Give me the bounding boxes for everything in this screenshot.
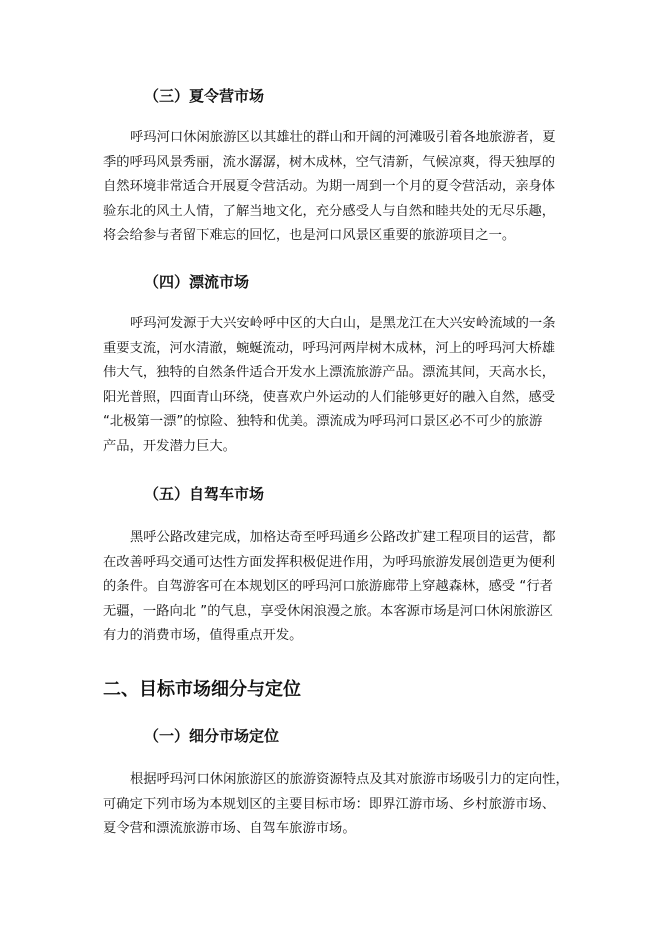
text-line: 自然环境非常适合开展夏令营活动。为期一周到一个月的夏令营活动，亲身体 bbox=[103, 179, 556, 195]
paragraph-rafting bbox=[103, 312, 565, 460]
text-line: 验东北的风土人情，了解当地文化，充分感受人与自然和睦共处的无尽乐趣， bbox=[103, 203, 556, 219]
text-line: 阳光普照，四面青山环绕，使喜欢户外运动的人们能够更好的融入自然，感受 bbox=[103, 389, 556, 405]
text-line: 夏令营和漂流旅游市场、自驾车旅游市场。 bbox=[103, 821, 356, 837]
text-line: 呼玛河发源于大兴安岭呼中区的大白山，是黑龙江在大兴安岭流域的一条 bbox=[130, 316, 556, 331]
heading-segment-positioning: （一）细分市场定位 bbox=[144, 727, 280, 745]
heading-summer-camp-market: （三）夏令营市场 bbox=[144, 87, 265, 105]
text-line: 有力的消费市场，值得重点开发。 bbox=[103, 628, 303, 644]
text-line: 重要支流，河水清澈，蜿蜒流动，呼玛河两岸树木成林，河上的呼玛河大桥雄 bbox=[103, 340, 556, 356]
heading-rafting-market: （四）漂流市场 bbox=[144, 273, 250, 291]
text-line: 产品，开发潜力巨大。 bbox=[103, 438, 236, 454]
text-line: 伟大气，独特的自然条件适合开发水上漂流旅游产品。漂流其间，天高水长， bbox=[103, 365, 556, 381]
paragraph-summer-camp bbox=[103, 126, 565, 249]
text-line: 将会给参与者留下难忘的回忆，也是河口风景区重要的旅游项目之一。 bbox=[103, 228, 516, 244]
paragraph-segment-positioning bbox=[103, 768, 569, 842]
text-line: 可确定下列市场为本规划区的主要目标市场：即界江游市场、乡村旅游市场、 bbox=[103, 796, 556, 812]
text-line: 季的呼玛风景秀丽，流水潺潺，树木成林，空气清新，气候凉爽，得天独厚的 bbox=[103, 154, 556, 170]
text-line: 呼玛河口休闲旅游区以其雄壮的群山和开阔的河滩吸引着各地旅游者，夏 bbox=[130, 130, 556, 145]
heading-self-drive-market: （五）自驾车市场 bbox=[144, 485, 265, 503]
text-line: 黑呼公路改建完成，加格达奇至呼玛通乡公路改扩建工程项目的运营，都 bbox=[130, 530, 556, 545]
text-line: 根据呼玛河口休闲旅游区的旅游资源特点及其对旅游市场吸引力的定向性， bbox=[130, 772, 569, 787]
text-line: 在改善呼玛交通可达性方面发挥积极促进作用，为呼玛旅游发展创造更为便利 bbox=[103, 554, 556, 570]
text-line: “北极第一漂”的惊险、独特和优美。漂流成为呼玛河口景区必不可少的旅游 bbox=[103, 414, 543, 430]
text-line: 的条件。自驾游客可在本规划区的呼玛河口旅游廊带上穿越森林，感受 “行者 bbox=[103, 579, 553, 595]
paragraph-self-drive bbox=[103, 526, 565, 649]
heading-target-market-segmentation: 二、目标市场细分与定位 bbox=[103, 679, 301, 700]
text-line: 无疆，一路向北 ”的气息，享受休闲浪漫之旅。本客源市场是河口休闲旅游区 bbox=[103, 603, 553, 619]
